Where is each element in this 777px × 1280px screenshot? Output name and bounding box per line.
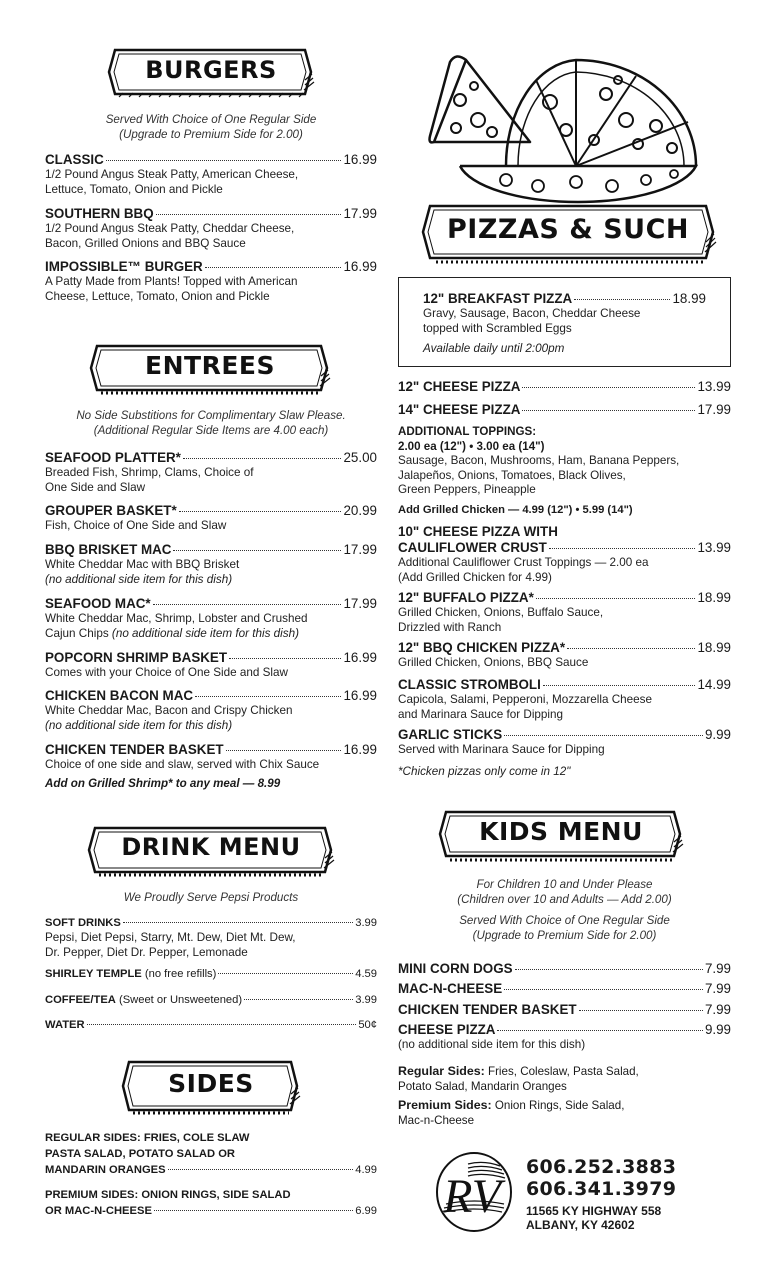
toppings-list: Sausage, Bacon, Mushrooms, Ham, Banana Peppers, Jalapeños, Onions, Tomatoes, Black Olives, Green Peppers, Pineapple — [398, 454, 680, 496]
sides-item — [45, 1187, 377, 1219]
menu-item — [45, 742, 377, 773]
item-name: GARLIC STICKS — [398, 727, 503, 742]
item-name: 14" CHEESE PIZZA — [398, 402, 521, 417]
item-name: CLASSIC — [45, 152, 104, 167]
drinks-banner — [85, 822, 337, 878]
toppings-chicken: Add Grilled Chicken — 4.99 (12") • 5.99 (14") — [398, 503, 633, 516]
item-desc: 1/2 Pound Angus Steak Patty, American Cheese, Lettuce, Tomato, Onion and Pickle — [45, 168, 299, 196]
item-price: 18.99 — [697, 640, 731, 655]
regular-sides-list: Fries, Coleslaw, Pasta Salad, Potato Salad, Mandarin Oranges — [398, 1065, 639, 1093]
item-name: SEAFOOD MAC* — [45, 596, 151, 611]
burgers-title: BURGERS — [145, 56, 277, 84]
drink-desc: Pepsi, Diet Pepsi, Starry, Mt. Dew, Diet Mt. Dew, Dr. Pepper, Diet Dr. Pepper, Lemonade — [45, 931, 296, 959]
item-desc: White Cheddar Mac, Shrimp, Lobster and Crushed Cajun Chips — [45, 612, 308, 640]
drink-name: SOFT DRINKS — [45, 917, 121, 929]
item-name: CAULIFLOWER CRUST — [398, 540, 547, 555]
item-desc: White Cheddar Mac, Bacon and Crispy Chicken — [45, 704, 293, 717]
menu-item — [398, 590, 731, 635]
kids-item — [398, 1022, 731, 1053]
regular-sides-label: Regular Sides: — [398, 1064, 485, 1078]
item-name: SEAFOOD PLATTER* — [45, 450, 181, 465]
drink-price: 4.59 — [355, 968, 377, 980]
sides-line: OR MAC-N-CHEESE — [45, 1205, 152, 1217]
pizzas-title: PIZZAS & SUCH — [447, 214, 689, 245]
kids-title: KIDS MENU — [479, 817, 643, 846]
sides-item — [45, 1130, 377, 1178]
kids-item — [398, 981, 731, 997]
item-note: (no additional side item for this dish) — [45, 572, 233, 586]
menu-item — [45, 503, 377, 534]
sides-price: 4.99 — [355, 1164, 377, 1176]
menu-item — [45, 596, 377, 641]
rv-logo — [434, 1150, 514, 1234]
drink-item — [45, 915, 377, 960]
pizza-footnote: *Chicken pizzas only come in 12" — [398, 765, 571, 778]
item-desc: Additional Cauliflower Crust Toppings — 2.00 ea (Add Grilled Chicken for 4.99) — [398, 556, 649, 584]
kids-note-sides: Served With Choice of One Regular Side (Upgrade to Premium Side for 2.00) — [459, 914, 670, 942]
drinks-title: DRINK MENU — [121, 833, 301, 861]
item-name: 12" BREAKFAST PIZZA — [423, 291, 573, 306]
sides-line: MANDARIN ORANGES — [45, 1164, 166, 1176]
item-price: 7.99 — [704, 981, 731, 996]
item-name: CHICKEN BACON MAC — [45, 688, 194, 703]
item-price: 17.99 — [343, 596, 377, 611]
drink-item — [45, 966, 377, 982]
breakfast-box — [398, 277, 731, 367]
entrees-title: ENTREES — [145, 351, 275, 380]
item-name: 12" BUFFALO PIZZA* — [398, 590, 534, 605]
sides-price: 6.99 — [355, 1205, 377, 1217]
menu-item — [398, 379, 731, 395]
item-name: CHEESE PIZZA — [398, 1022, 496, 1037]
drink-extra: (Sweet or Unsweetened) — [115, 994, 243, 1006]
menu-item — [45, 688, 377, 733]
item-price: 14.99 — [697, 677, 731, 692]
menu-item — [398, 402, 731, 418]
menu-item — [423, 291, 706, 357]
item-name: 12" CHEESE PIZZA — [398, 379, 521, 394]
menu-item — [398, 727, 731, 758]
item-name: CLASSIC STROMBOLI — [398, 677, 541, 692]
item-price: 25.00 — [343, 450, 377, 465]
item-note: (no additional side item for this dish) — [111, 626, 300, 640]
item-price: 16.99 — [343, 742, 377, 757]
kids-premium-sides — [398, 1098, 624, 1128]
item-price: 17.99 — [343, 542, 377, 557]
item-name: MINI CORN DOGS — [398, 961, 513, 976]
sides-banner — [119, 1056, 303, 1116]
item-desc: Comes with your Choice of One Side and Slaw — [45, 666, 288, 679]
menu-item — [45, 650, 377, 681]
menu-item — [398, 524, 731, 585]
item-desc: White Cheddar Mac with BBQ Brisket — [45, 558, 240, 571]
item-name: BBQ BRISKET MAC — [45, 542, 172, 557]
entrees-addon: Add on Grilled Shrimp* to any meal — 8.99 — [45, 777, 281, 790]
item-price: 18.99 — [697, 590, 731, 605]
drink-price: 3.99 — [355, 917, 377, 929]
phone-2: 606.341.3979 — [526, 1178, 677, 1200]
drink-price: 3.99 — [355, 994, 377, 1006]
item-price: 16.99 — [343, 650, 377, 665]
kids-item — [398, 1002, 731, 1018]
item-desc: A Patty Made from Plants! Topped with American Cheese, Lettuce, Tomato, Onion and Pickle — [45, 275, 298, 303]
item-price: 7.99 — [704, 961, 731, 976]
item-note: Available daily until 2:00pm — [423, 342, 565, 355]
kids-item — [398, 961, 731, 977]
drinks-note: We Proudly Serve Pepsi Products — [123, 891, 299, 904]
sides-line: REGULAR SIDES: FRIES, COLE SLAW — [45, 1132, 250, 1144]
item-name: SOUTHERN BBQ — [45, 206, 154, 221]
address-1: 11565 KY HIGHWAY 558 — [526, 1204, 662, 1218]
item-price: 16.99 — [343, 152, 377, 167]
toppings-head: ADDITIONAL TOPPINGS: — [398, 425, 537, 438]
item-price: 16.99 — [343, 688, 377, 703]
item-price: 17.99 — [343, 206, 377, 221]
item-name: 12" BBQ CHICKEN PIZZA* — [398, 640, 566, 655]
item-name: GROUPER BASKET* — [45, 503, 177, 518]
item-note: (no additional side item for this dish) — [398, 1038, 586, 1051]
item-desc: Breaded Fish, Shrimp, Clams, Choice of One Side and Slaw — [45, 466, 254, 494]
drink-name: COFFEE/TEA — [45, 994, 116, 1006]
premium-sides-label: Premium Sides: — [398, 1098, 492, 1112]
item-desc: Served with Marinara Sauce for Dipping — [398, 743, 605, 756]
kids-regular-sides — [398, 1064, 639, 1094]
kids-note: For Children 10 and Under Please (Children over 10 and Adults — Add 2.00) — [457, 878, 672, 906]
menu-item — [398, 677, 731, 722]
drink-extra: (no free refills) — [141, 968, 217, 980]
menu-item — [45, 450, 377, 495]
pizza-illustration — [426, 40, 706, 210]
item-price: 7.99 — [704, 1002, 731, 1017]
item-desc: Grilled Chicken, Onions, BBQ Sauce — [398, 656, 589, 669]
sides-line: PASTA SALAD, POTATO SALAD OR — [45, 1148, 235, 1160]
address-2: ALBANY, KY 42602 — [526, 1218, 635, 1232]
pizzas-banner — [418, 200, 718, 266]
item-desc: Choice of one side and slaw, served with Chix Sauce — [45, 758, 320, 771]
drink-name: WATER — [45, 1019, 85, 1031]
item-name: CHICKEN TENDER BASKET — [398, 1002, 577, 1017]
phone-1: 606.252.3883 — [526, 1156, 677, 1178]
kids-banner — [436, 806, 686, 864]
item-price: 13.99 — [697, 379, 731, 394]
item-name: IMPOSSIBLE™ BURGER — [45, 259, 203, 274]
drink-name: SHIRLEY TEMPLE — [45, 968, 142, 980]
item-price: 18.99 — [672, 291, 706, 306]
item-price: 9.99 — [704, 727, 731, 742]
drink-price: 50¢ — [358, 1019, 377, 1031]
menu-item — [398, 640, 731, 671]
item-price: 20.99 — [343, 503, 377, 518]
item-name: POPCORN SHRIMP BASKET — [45, 650, 228, 665]
menu-item — [45, 259, 377, 304]
menu-item — [45, 152, 377, 197]
item-desc: 1/2 Pound Angus Steak Patty, Cheddar Cheese, Bacon, Grilled Onions and BBQ Sauce — [45, 222, 295, 250]
item-price: 13.99 — [697, 540, 731, 555]
item-price: 9.99 — [704, 1022, 731, 1037]
menu-item — [45, 542, 377, 587]
item-desc: Capicola, Salami, Pepperoni, Mozzarella Cheese and Marinara Sauce for Dipping — [398, 693, 653, 721]
item-note: (no additional side item for this dish) — [45, 718, 233, 732]
item-name: MAC-N-CHEESE — [398, 981, 503, 996]
toppings-price: 2.00 ea (12") • 3.00 ea (14") — [398, 439, 545, 453]
item-name: 10" CHEESE PIZZA WITH — [398, 524, 558, 539]
sides-line: PREMIUM SIDES: ONION RINGS, SIDE SALAD — [45, 1189, 291, 1201]
menu-item — [45, 206, 377, 251]
item-desc: Gravy, Sausage, Bacon, Cheddar Cheese topped with Scrambled Eggs — [423, 307, 641, 335]
item-price: 16.99 — [343, 259, 377, 274]
premium-sides-list: Onion Rings, Side Salad, Mac-n-Cheese — [398, 1099, 625, 1127]
entrees-note: No Side Substitions for Complimentary Slaw Please. (Additional Regular Side Items are 4.00 each) — [76, 409, 346, 437]
toppings — [398, 425, 731, 516]
logo-text: RV — [443, 1170, 501, 1223]
drink-item — [45, 1017, 377, 1033]
item-desc: Fish, Choice of One Side and Slaw — [45, 519, 227, 532]
burgers-note: Served With Choice of One Regular Side (Upgrade to Premium Side for 2.00) — [105, 113, 317, 141]
burgers-banner — [105, 44, 317, 100]
entrees-banner — [87, 340, 333, 396]
sides-title: SIDES — [168, 1069, 254, 1098]
item-name: CHICKEN TENDER BASKET — [45, 742, 224, 757]
item-desc: Grilled Chicken, Onions, Buffalo Sauce, Drizzled with Ranch — [398, 606, 604, 634]
item-price: 17.99 — [697, 402, 731, 417]
drink-item — [45, 992, 377, 1008]
